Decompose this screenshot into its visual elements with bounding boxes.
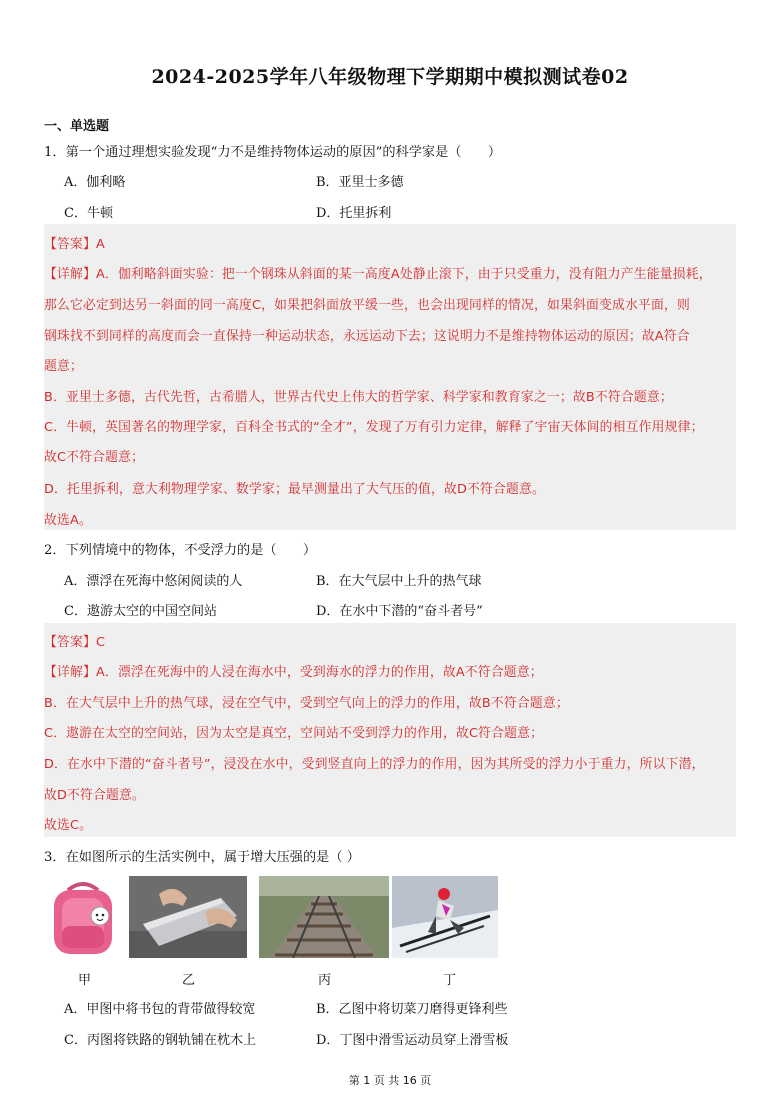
q1-answer-block <box>44 224 736 530</box>
image-caption: 丙 <box>318 973 332 988</box>
image-caption: 丁 <box>443 973 457 988</box>
q2-option-c: C．遨游太空的中国空间站 <box>64 604 217 619</box>
q1-detail-line: 故C不符合题意； <box>44 450 145 465</box>
q3-option-c: C．丙图将铁路的钢轨铺在枕木上 <box>64 1033 256 1048</box>
q2-detail-line: 【详解】A．漂浮在死海中的人浸在海水中，受到海水的浮力的作用，故A不符合题意； <box>44 665 543 680</box>
q1-detail-line: 题意； <box>44 359 83 374</box>
q3-option-d: D．丁图中滑雪运动员穿上滑雪板 <box>316 1033 509 1048</box>
q1-detail-line: 【详解】A．伽利略斜面实验：把一个钢珠从斜面的某一高度A处静止滚下，由于只受重力，没有阻力产生能量损耗， <box>44 267 712 282</box>
section-heading: 一、单选题 <box>44 119 110 134</box>
image-caption: 甲 <box>78 973 92 988</box>
q2-detail-line: D．在水中下潜的“奋斗者号”，浸没在水中，受到竖直向上的浮力的作用，因为其所受的浮力小于重力，所以下潜， <box>44 757 705 772</box>
q2-detail-line: 故D不符合题意。 <box>44 788 146 803</box>
page-footer: 第 1 页 共 16 页 <box>348 1074 432 1087</box>
q2-detail-line: C．遨游在太空的空间站，因为太空是真空，空间站不受到浮力的作用，故C符合题意； <box>44 726 544 741</box>
q1-option-a: A．伽利略 <box>64 175 126 190</box>
q2-option-a: A．漂浮在死海中悠闲阅读的人 <box>64 574 243 589</box>
skier-image <box>392 876 498 958</box>
q1-detail-line: B．亚里士多德，古代先哲，古希腊人，世界古代史上伟大的哲学家、科学家和教育家之一；故B不符合题意； <box>44 390 673 405</box>
page-title: 2024-2025学年八年级物理下学期期中模拟测试卷02 <box>151 66 629 88</box>
q1-detail-line: 故选A。 <box>44 513 92 528</box>
q3-option-b: B．乙图中将切菜刀磨得更锋利些 <box>316 1002 508 1017</box>
q1-detail-line: 钢珠找不到同样的高度而会一直保持一种运动状态，永远运动下去；这说明力不是维持物体运动的原因；故A符合 <box>44 329 690 344</box>
q1-option-c: C．牛顿 <box>64 206 113 221</box>
image-caption: 乙 <box>182 973 196 988</box>
railway-image <box>259 876 389 958</box>
q1-detail-line: D．托里拆利，意大利物理学家、数学家；最早测量出了大气压的值，故D不符合题意。 <box>44 482 545 497</box>
q1-detail-line: 那么它必定到达另一斜面的同一高度C，如果把斜面放平缓一些，也会出现同样的情况，如果斜面变成水平面，则 <box>44 298 690 313</box>
q2-answer: 【答案】C <box>44 635 106 650</box>
q2-option-b: B．在大气层中上升的热气球 <box>316 574 482 589</box>
q2-answer-block <box>44 623 736 837</box>
question-3-stem: 3．在如图所示的生活实例中，属于增大压强的是（ ） <box>44 850 360 865</box>
backpack-image <box>44 876 122 958</box>
q2-detail-line: 故选C。 <box>44 818 93 833</box>
q1-option-b: B．亚里士多德 <box>316 175 404 190</box>
q1-detail-line: C．牛顿，英国著名的物理学家，百科全书式的“全才”，发现了万有引力定律，解释了宇宙天体间的相互作用规律； <box>44 420 704 435</box>
knife-sharpening-image <box>129 876 247 958</box>
q3-option-a: A．甲图中将书包的背带做得较宽 <box>64 1002 256 1017</box>
question-1-stem: 1．第一个通过理想实验发现“力不是维持物体运动的原因”的科学家是（ ） <box>44 145 502 160</box>
q2-option-d: D．在水中下潜的“奋斗者号” <box>316 604 483 619</box>
q1-option-d: D．托里拆利 <box>316 206 392 221</box>
q1-answer: 【答案】A <box>44 237 105 252</box>
question-2-stem: 2．下列情境中的物体，不受浮力的是（ ） <box>44 543 317 558</box>
q2-detail-line: B．在大气层中上升的热气球，浸在空气中，受到空气向上的浮力的作用，故B不符合题意； <box>44 696 569 711</box>
